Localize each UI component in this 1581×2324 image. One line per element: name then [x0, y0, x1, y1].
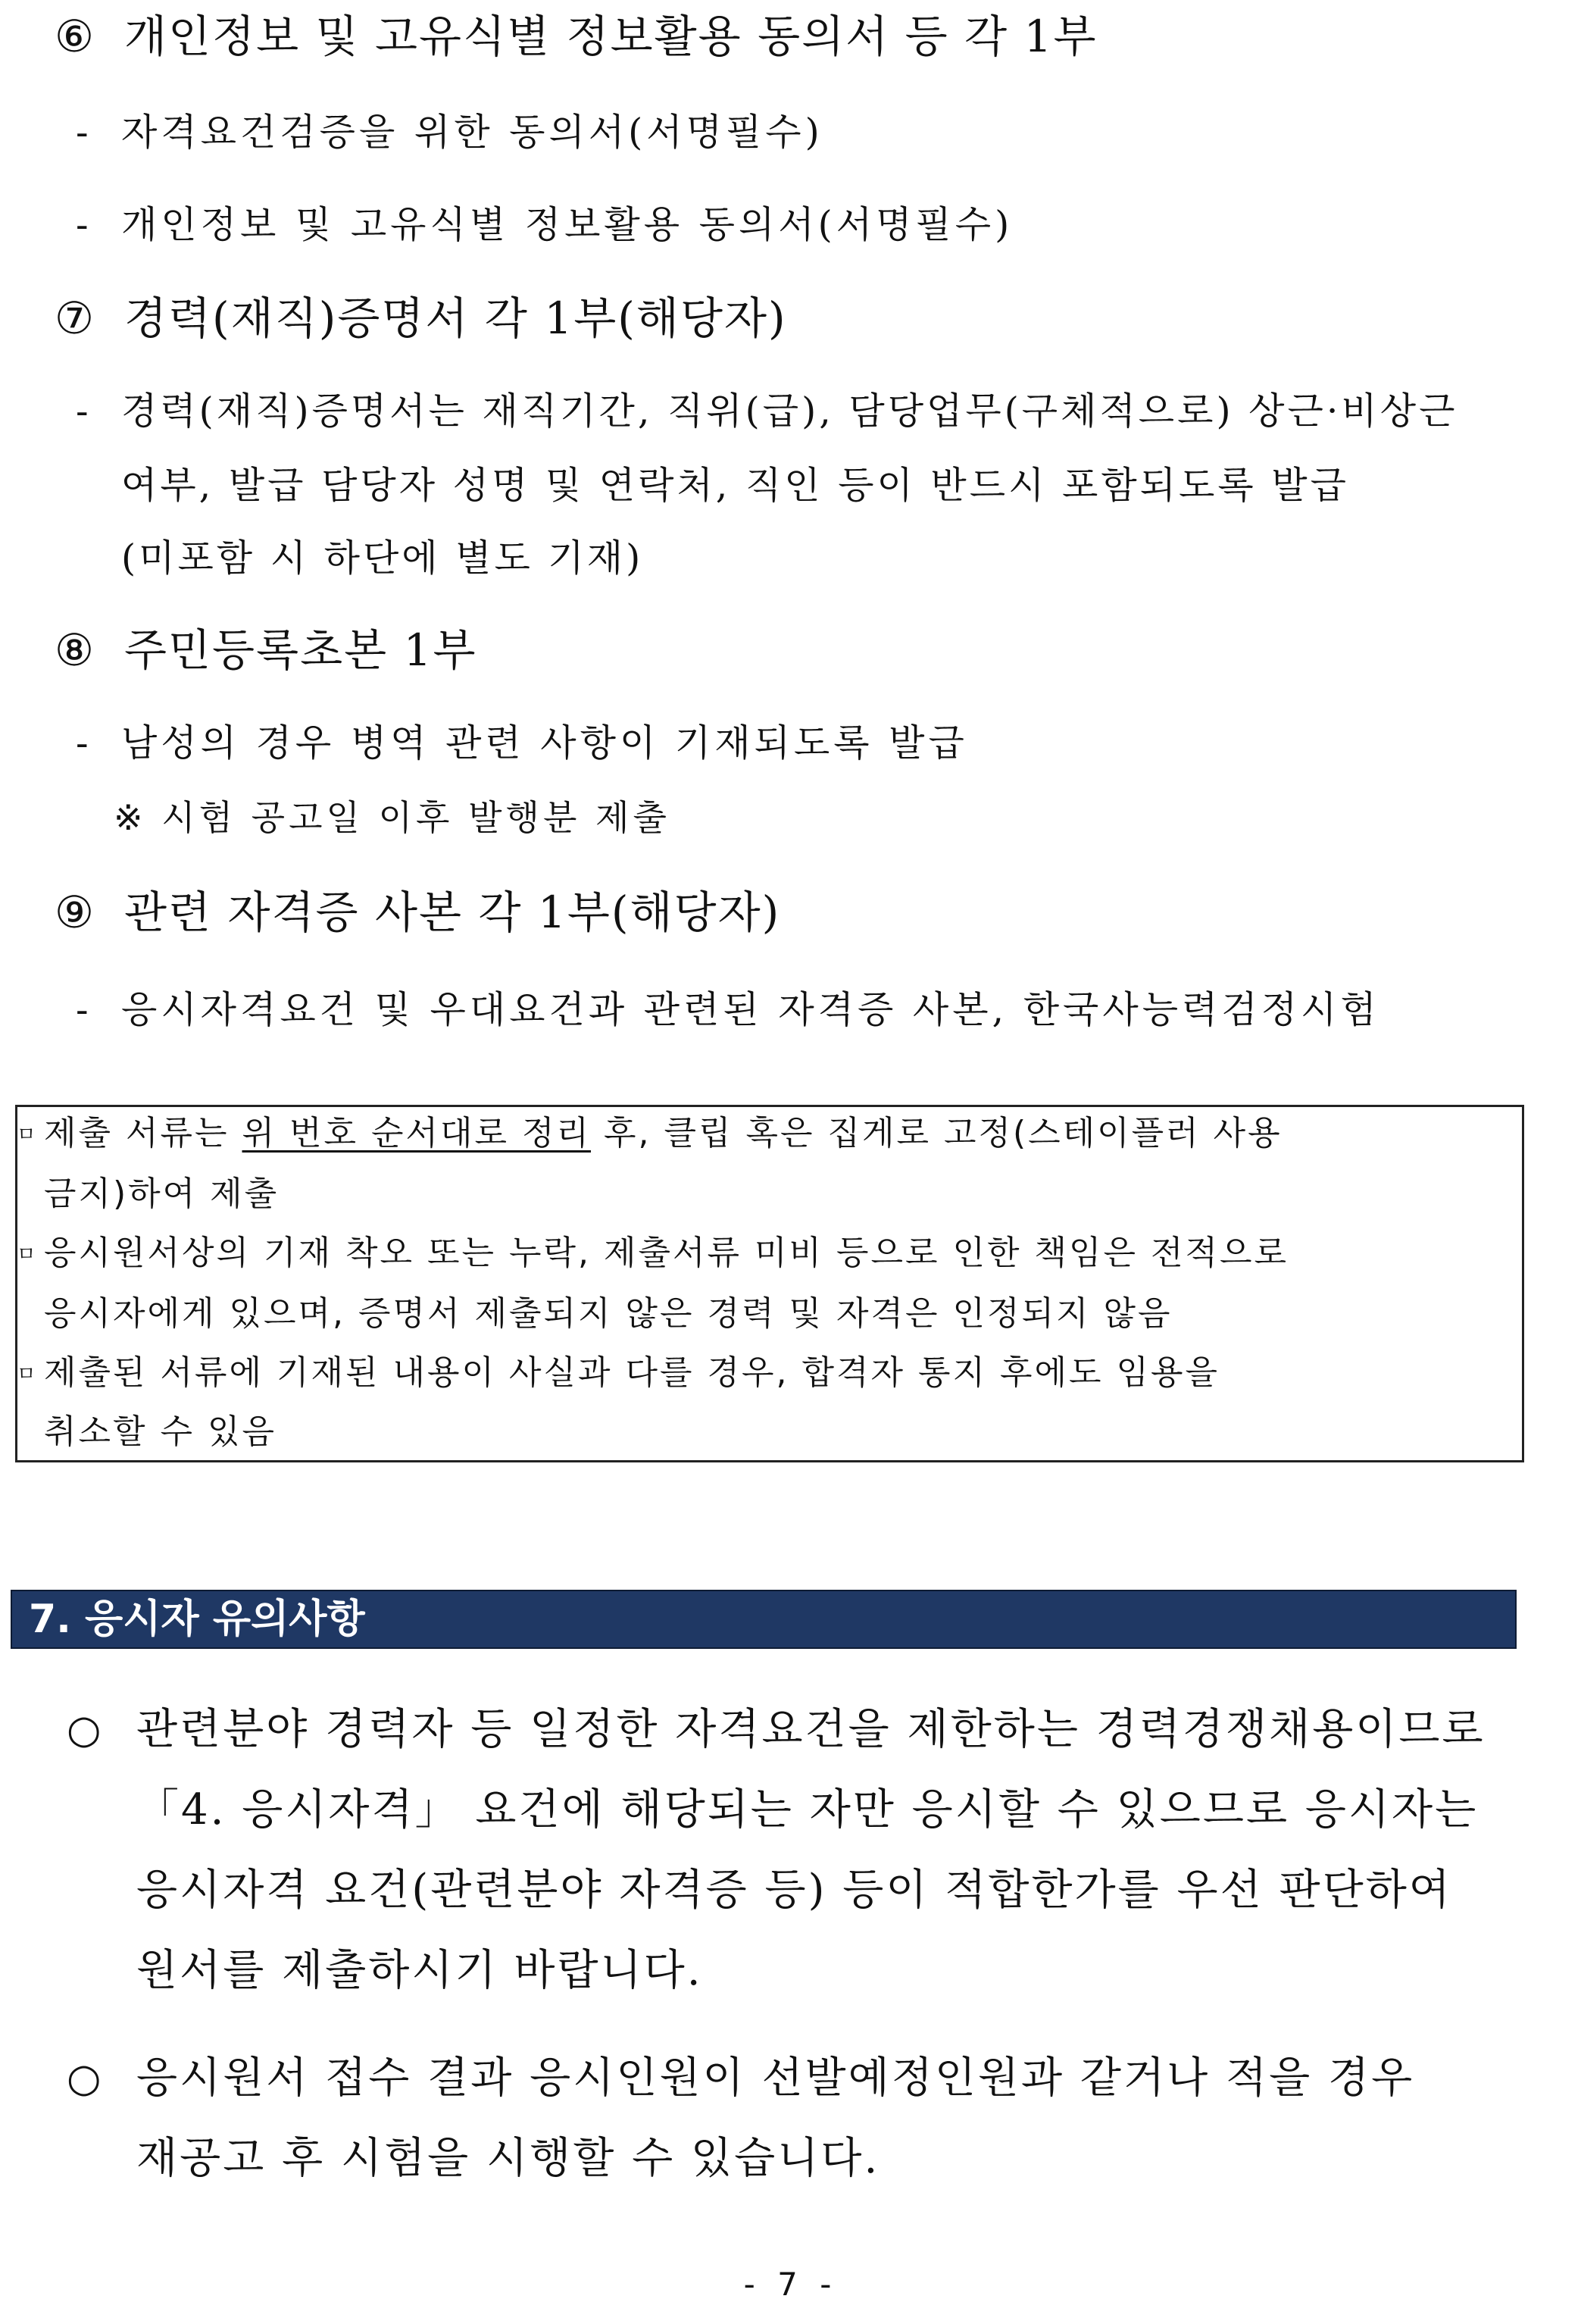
- notice-item-2-text: 응시원서상의 기재 착오 또는 누락, 제출서류 미비 등으로 인한 책임은 전적으로: [44, 1234, 1289, 1272]
- item-8-note: ※ 시험 공고일 이후 발행분 제출: [114, 797, 670, 838]
- paragraph-2-line-2: 재공고 후 시험을 시행할 수 있습니다.: [136, 2134, 880, 2183]
- item-9-bullet-1: [76, 984, 1380, 1037]
- paragraph-1-line-4: 원서를 제출하시기 바랍니다.: [136, 1946, 703, 1995]
- item-9-bullet-1-text: 응시자격요건 및 우대요건과 관련된 자격증 사본, 한국사능력검정시험: [121, 988, 1380, 1031]
- item-7-bullet-line-1: 경력(재직)증명서는 재직기간, 직위(급), 담당업무(구체적으로) 상근·비상근: [121, 389, 1458, 433]
- paragraph-1-line-3: 응시자격 요건(관련분야 자격증 등) 등이 적합한가를 우선 판단하여: [136, 1866, 1452, 1915]
- item-8-heading: [55, 620, 477, 680]
- page-number: - 7 -: [743, 2266, 838, 2303]
- section-7-paragraph-1: [136, 1690, 1530, 2011]
- dash-marker: -: [76, 389, 92, 433]
- paragraph-1-line-1: 관련분야 경력자 등 일정한 자격요건을 제한하는 경력경쟁채용이므로: [136, 1705, 1486, 1754]
- item-9-heading: [55, 882, 780, 943]
- item-6-heading: [55, 6, 1098, 67]
- notice-item-3-text: 제출된 서류에 기재된 내용이 사실과 다를 경우, 합격자 통지 후에도 임용을: [44, 1353, 1220, 1392]
- item-7-heading: [55, 288, 787, 349]
- item-7-number: ⑦: [55, 292, 95, 344]
- item-6-bullet-1: [76, 106, 823, 159]
- item-8-bullet-1-text: 남성의 경우 병역 관련 사항이 기재되도록 발급: [121, 721, 968, 765]
- dash-marker: -: [76, 203, 92, 246]
- item-7-bullet-line-3: (미포함 시 하단에 별도 기재): [121, 536, 644, 580]
- notice-item-3-continuation: 취소할 수 있음: [44, 1412, 277, 1451]
- item-7-title: 경력(재직)증명서 각 1부(해당자): [124, 292, 787, 344]
- section-7-title: 7. 응시자 유의사항: [29, 1597, 365, 1642]
- item-7-bullet-line-2: 여부, 발급 담당자 성명 및 연락처, 직인 등이 반드시 포함되도록 발급: [121, 464, 1349, 507]
- dash-marker: -: [76, 988, 92, 1031]
- item-6-number: ⑥: [55, 11, 95, 62]
- item-6-bullet-1-text: 자격요건검증을 위한 동의서(서명필수): [121, 111, 823, 154]
- section-7-paragraph-2: [136, 2038, 1530, 2199]
- dash-marker: -: [76, 111, 92, 154]
- item-6-bullet-2: [76, 199, 1013, 252]
- paragraph-1-line-2: 「4. 응시자격」 요건에 해당되는 자만 응시할 수 있으므로 응시자는: [136, 1785, 1479, 1834]
- item-8-title: 주민등록초본 1부: [124, 624, 477, 676]
- notice-item-2-line-1: [17, 1223, 1289, 1285]
- item-6-title: 개인정보 및 고유식별 정보활용 동의서 등 각 1부: [124, 11, 1098, 62]
- item-9-number: ⑨: [55, 887, 95, 938]
- notice-item-1-line-1: [17, 1103, 1283, 1165]
- notice-item-1-line-2: [17, 1164, 279, 1225]
- item-8-bullet-1: [76, 717, 968, 770]
- circle-bullet-icon: ○: [67, 2056, 102, 2101]
- paragraph-2-line-1: 응시원서 접수 결과 응시인원이 선발예정인원과 같거나 적을 경우: [136, 2053, 1415, 2103]
- item-8-number: ⑧: [55, 624, 95, 676]
- notice-item-2-line-2: [17, 1284, 1172, 1344]
- item-9-title: 관련 자격증 사본 각 1부(해당자): [124, 887, 781, 938]
- square-bullet-icon: ㅁ: [17, 1124, 39, 1146]
- circle-bullet-icon: ○: [67, 1707, 102, 1753]
- item-7-dash: [76, 385, 121, 438]
- square-bullet-icon: ㅁ: [17, 1243, 39, 1266]
- notice-item-1-continuation: 금지)하여 제출: [44, 1175, 280, 1213]
- item-6-bullet-2-text: 개인정보 및 고유식별 정보활용 동의서(서명필수): [121, 203, 1014, 246]
- notice-item-1-underlined: 위 번호 순서대로 정리: [242, 1114, 591, 1153]
- notice-item-3-line-2: [17, 1402, 277, 1462]
- dash-marker: -: [76, 721, 92, 765]
- notice-item-2-continuation: 응시자에게 있으며, 증명서 제출되지 않은 경력 및 자격은 인정되지 않음: [44, 1294, 1173, 1333]
- notice-item-1-text-after: 후, 클립 혹은 집게로 고정(스테이플러 사용: [591, 1114, 1283, 1153]
- notice-item-1-text-before: 제출 서류는: [44, 1114, 242, 1153]
- notice-item-3-line-1: [17, 1343, 1220, 1405]
- square-bullet-icon: ㅁ: [17, 1363, 39, 1386]
